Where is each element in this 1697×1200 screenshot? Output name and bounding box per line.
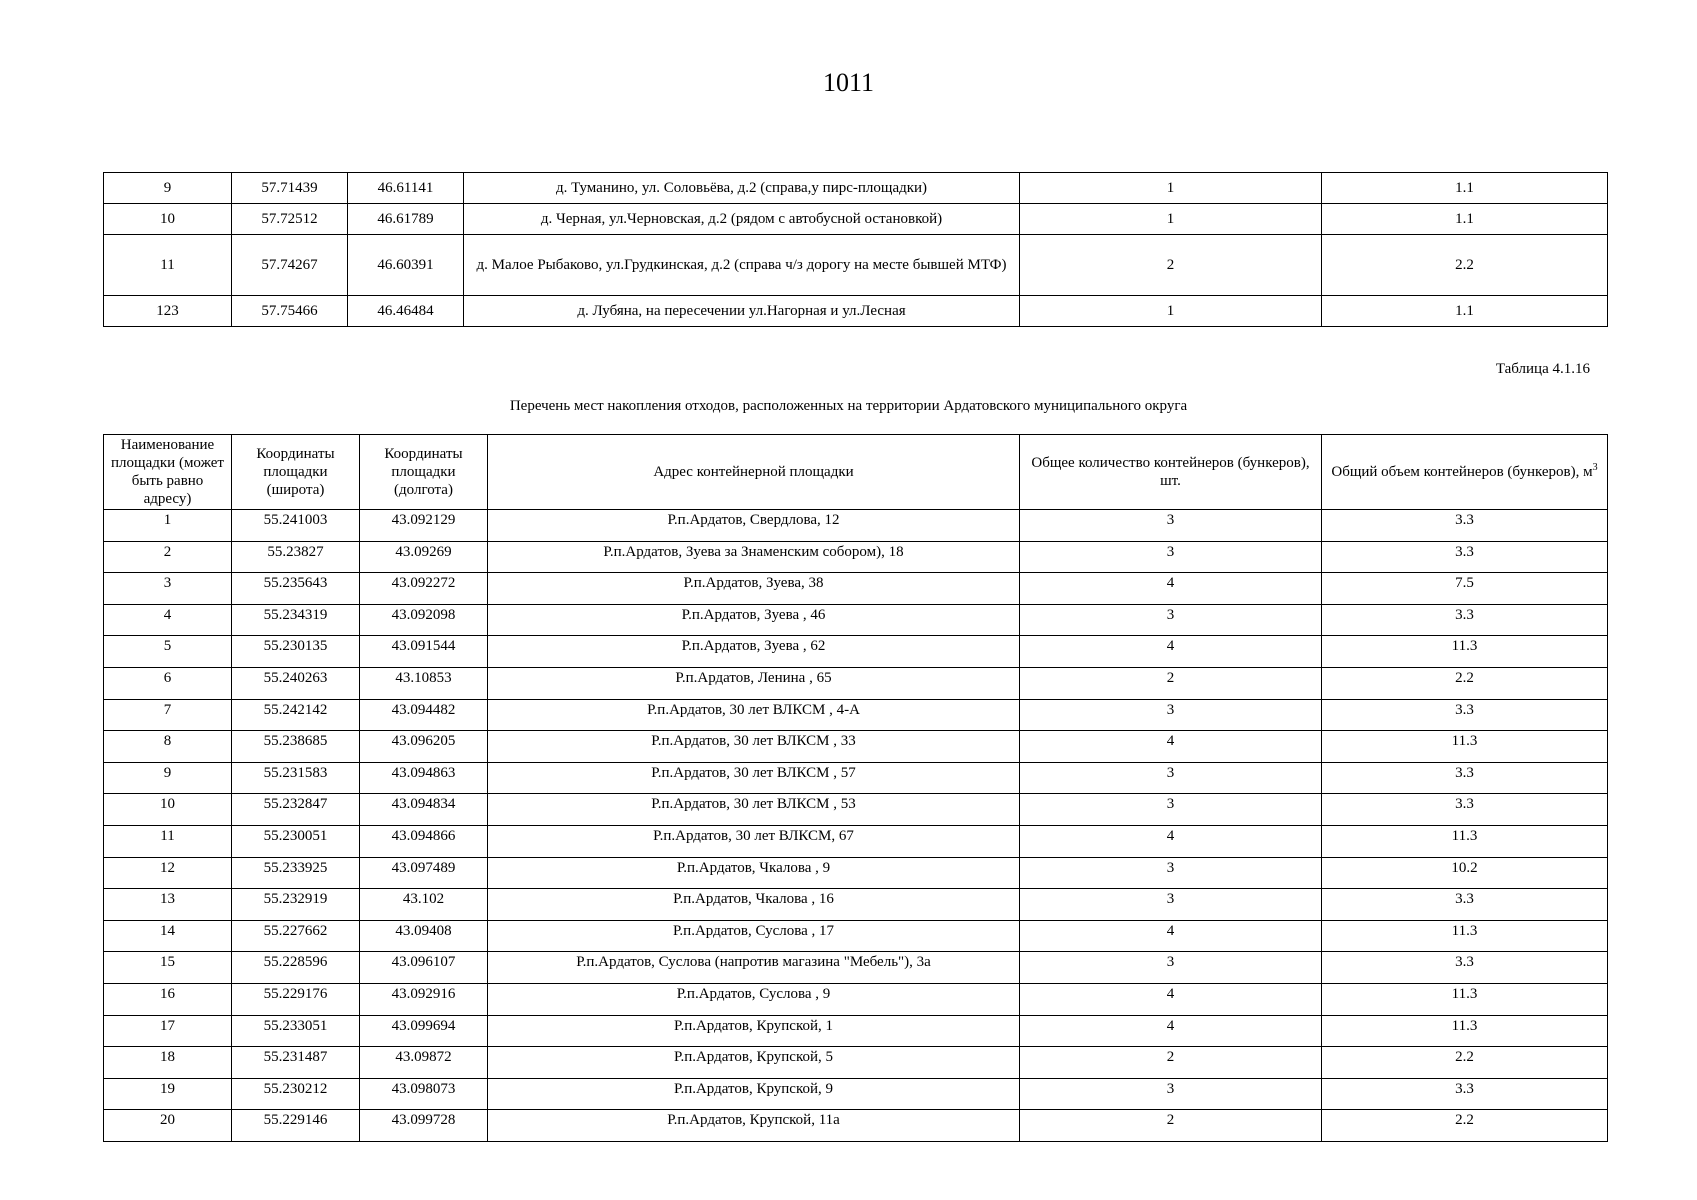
cell-container-count: 3 (1020, 857, 1322, 889)
table-row (104, 794, 1608, 826)
cell-address: Р.п.Ардатов, 30 лет ВЛКСМ, 67 (488, 825, 1020, 857)
cell-longitude: 43.098073 (360, 1078, 488, 1110)
table-row (104, 510, 1608, 542)
cell-latitude: 55.238685 (232, 731, 360, 763)
cell-container-volume: 3.3 (1322, 1078, 1608, 1110)
header-site-name: Наименование площадки (может быть равно адресу) (104, 435, 232, 510)
header-container-volume (1322, 435, 1608, 510)
cell-longitude: 43.092129 (360, 510, 488, 542)
cell-container-volume: 3.3 (1322, 762, 1608, 794)
cell-container-count: 3 (1020, 1078, 1322, 1110)
table-row (104, 731, 1608, 763)
cell-longitude: 43.094834 (360, 794, 488, 826)
table-row (104, 952, 1608, 984)
cell-latitude: 55.242142 (232, 699, 360, 731)
cell-longitude: 43.092098 (360, 604, 488, 636)
header-latitude: Координаты площадки (широта) (232, 435, 360, 510)
cell-site-number: 10 (104, 204, 232, 235)
cell-longitude: 43.099694 (360, 1015, 488, 1047)
cell-container-count: 4 (1020, 983, 1322, 1015)
cell-container-count: 4 (1020, 573, 1322, 605)
cell-latitude: 55.230135 (232, 636, 360, 668)
cell-latitude: 57.74267 (232, 235, 348, 296)
cell-address: Р.п.Ардатов, Зуева , 62 (488, 636, 1020, 668)
cell-container-volume: 2.2 (1322, 1047, 1608, 1079)
cell-container-count: 3 (1020, 510, 1322, 542)
table-row (104, 1078, 1608, 1110)
cell-container-volume: 11.3 (1322, 983, 1608, 1015)
cell-container-volume: 3.3 (1322, 794, 1608, 826)
cell-container-count: 3 (1020, 889, 1322, 921)
cell-container-count: 4 (1020, 636, 1322, 668)
table-row (104, 699, 1608, 731)
cell-container-volume: 2.2 (1322, 235, 1608, 296)
cell-container-count: 4 (1020, 731, 1322, 763)
cell-site-number: 2 (104, 541, 232, 573)
cell-site-number: 12 (104, 857, 232, 889)
cell-latitude: 55.230212 (232, 1078, 360, 1110)
page-number: 1011 (822, 68, 875, 97)
table-header-row (104, 435, 1608, 510)
cell-address: Р.п.Ардатов, Крупской, 11а (488, 1110, 1020, 1142)
table-number: Таблица 4.1.16 (1495, 361, 1590, 377)
cell-container-volume: 11.3 (1322, 825, 1608, 857)
cell-site-number: 18 (104, 1047, 232, 1079)
cell-container-volume: 3.3 (1322, 699, 1608, 731)
cell-container-count: 1 (1020, 204, 1322, 235)
cell-site-number: 13 (104, 889, 232, 921)
cell-address: Р.п.Ардатов, Зуева за Знаменским собором), 18 (488, 541, 1020, 573)
cell-latitude: 55.235643 (232, 573, 360, 605)
cell-address: д. Лубяна, на пересечении ул.Нагорная и ул.Лесная (464, 296, 1020, 327)
cell-container-count: 4 (1020, 825, 1322, 857)
cell-longitude: 43.097489 (360, 857, 488, 889)
cell-longitude: 43.094482 (360, 699, 488, 731)
cell-container-volume: 11.3 (1322, 920, 1608, 952)
cell-address: Р.п.Ардатов, Чкалова , 16 (488, 889, 1020, 921)
cell-latitude: 57.75466 (232, 296, 348, 327)
cell-site-number: 123 (104, 296, 232, 327)
cell-container-volume: 2.2 (1322, 1110, 1608, 1142)
table-row (104, 857, 1608, 889)
cell-latitude: 55.234319 (232, 604, 360, 636)
cell-latitude: 55.240263 (232, 667, 360, 699)
cell-latitude: 55.227662 (232, 920, 360, 952)
cell-address: Р.п.Ардатов, 30 лет ВЛКСМ , 4-А (488, 699, 1020, 731)
cell-site-number: 6 (104, 667, 232, 699)
cell-container-volume: 2.2 (1322, 667, 1608, 699)
table-row (104, 1047, 1608, 1079)
cell-latitude: 55.232847 (232, 794, 360, 826)
header-container-volume-text: Общий объем контейнеров (бункеров), м (1331, 464, 1593, 480)
cell-address: д. Черная, ул.Черновская, д.2 (рядом с автобусной остановкой) (464, 204, 1020, 235)
cell-container-count: 2 (1020, 1047, 1322, 1079)
cell-latitude: 55.232919 (232, 889, 360, 921)
cell-longitude: 46.61789 (348, 204, 464, 235)
table-row (104, 204, 1608, 235)
cell-container-count: 1 (1020, 173, 1322, 204)
table-row (104, 983, 1608, 1015)
table-caption: Перечень мест накопления отходов, расположенных на территории Ардатовского муниципального округа (509, 398, 1188, 414)
cell-longitude: 43.10853 (360, 667, 488, 699)
cell-container-volume: 3.3 (1322, 510, 1608, 542)
cell-container-volume: 3.3 (1322, 604, 1608, 636)
table-row (104, 573, 1608, 605)
table-row (104, 667, 1608, 699)
cell-container-volume: 1.1 (1322, 204, 1608, 235)
cell-longitude: 43.094863 (360, 762, 488, 794)
cell-latitude: 55.229176 (232, 983, 360, 1015)
cell-site-number: 7 (104, 699, 232, 731)
cell-container-volume: 3.3 (1322, 952, 1608, 984)
continued-table (103, 172, 1608, 327)
cell-container-volume: 1.1 (1322, 296, 1608, 327)
cell-latitude: 57.71439 (232, 173, 348, 204)
cell-site-number: 5 (104, 636, 232, 668)
header-volume-exponent: 3 (1592, 462, 1598, 473)
cell-container-count: 2 (1020, 1110, 1322, 1142)
cell-longitude: 43.09269 (360, 541, 488, 573)
cell-address: Р.п.Ардатов, Суслова , 17 (488, 920, 1020, 952)
cell-longitude: 43.091544 (360, 636, 488, 668)
cell-container-count: 4 (1020, 1015, 1322, 1047)
cell-site-number: 1 (104, 510, 232, 542)
cell-longitude: 46.61141 (348, 173, 464, 204)
cell-address: Р.п.Ардатов, 30 лет ВЛКСМ , 57 (488, 762, 1020, 794)
cell-container-volume: 3.3 (1322, 889, 1608, 921)
cell-site-number: 11 (104, 825, 232, 857)
cell-address: д. Туманино, ул. Соловьёва, д.2 (справа,у пирс-площадки) (464, 173, 1020, 204)
cell-site-number: 15 (104, 952, 232, 984)
table-row (104, 825, 1608, 857)
cell-address: Р.п.Ардатов, Зуева , 46 (488, 604, 1020, 636)
cell-site-number: 11 (104, 235, 232, 296)
cell-container-count: 3 (1020, 604, 1322, 636)
cell-site-number: 3 (104, 573, 232, 605)
cell-container-count: 3 (1020, 762, 1322, 794)
cell-site-number: 14 (104, 920, 232, 952)
cell-address: Р.п.Ардатов, 30 лет ВЛКСМ , 33 (488, 731, 1020, 763)
cell-address: Р.п.Ардатов, Свердлова, 12 (488, 510, 1020, 542)
cell-address: Р.п.Ардатов, Крупской, 5 (488, 1047, 1020, 1079)
cell-container-count: 3 (1020, 699, 1322, 731)
cell-container-volume: 11.3 (1322, 636, 1608, 668)
table-row (104, 889, 1608, 921)
cell-container-count: 2 (1020, 667, 1322, 699)
cell-latitude: 57.72512 (232, 204, 348, 235)
cell-latitude: 55.230051 (232, 825, 360, 857)
cell-latitude: 55.241003 (232, 510, 360, 542)
cell-address: Р.п.Ардатов, Суслова , 9 (488, 983, 1020, 1015)
cell-longitude: 46.60391 (348, 235, 464, 296)
cell-site-number: 4 (104, 604, 232, 636)
table-row (104, 636, 1608, 668)
cell-container-volume: 3.3 (1322, 541, 1608, 573)
header-address: Адрес контейнерной площадки (488, 435, 1020, 510)
cell-site-number: 8 (104, 731, 232, 763)
waste-sites-table (103, 434, 1608, 1142)
cell-latitude: 55.23827 (232, 541, 360, 573)
cell-latitude: 55.231487 (232, 1047, 360, 1079)
cell-site-number: 17 (104, 1015, 232, 1047)
cell-address: д. Малое Рыбаково, ул.Грудкинская, д.2 (справа ч/з дорогу на месте бывшей МТФ) (464, 235, 1020, 296)
cell-address: Р.п.Ардатов, Суслова (напротив магазина "Мебель"), 3а (488, 952, 1020, 984)
cell-container-volume: 10.2 (1322, 857, 1608, 889)
cell-container-volume: 7.5 (1322, 573, 1608, 605)
cell-longitude: 46.46484 (348, 296, 464, 327)
cell-container-volume: 11.3 (1322, 1015, 1608, 1047)
cell-container-count: 4 (1020, 920, 1322, 952)
cell-latitude: 55.229146 (232, 1110, 360, 1142)
cell-site-number: 10 (104, 794, 232, 826)
cell-container-count: 3 (1020, 541, 1322, 573)
cell-site-number: 19 (104, 1078, 232, 1110)
cell-longitude: 43.099728 (360, 1110, 488, 1142)
cell-site-number: 9 (104, 762, 232, 794)
table-row (104, 920, 1608, 952)
cell-address: Р.п.Ардатов, Чкалова , 9 (488, 857, 1020, 889)
table-row (104, 1015, 1608, 1047)
cell-site-number: 20 (104, 1110, 232, 1142)
table-row (104, 296, 1608, 327)
table-row (104, 604, 1608, 636)
cell-site-number: 16 (104, 983, 232, 1015)
header-container-count: Общее количество контейнеров (бункеров), шт. (1020, 435, 1322, 510)
cell-address: Р.п.Ардатов, Зуева, 38 (488, 573, 1020, 605)
cell-latitude: 55.231583 (232, 762, 360, 794)
cell-latitude: 55.233051 (232, 1015, 360, 1047)
header-longitude: Координаты площадки (долгота) (360, 435, 488, 510)
cell-container-volume: 11.3 (1322, 731, 1608, 763)
cell-address: Р.п.Ардатов, 30 лет ВЛКСМ , 53 (488, 794, 1020, 826)
table-row (104, 173, 1608, 204)
cell-container-volume: 1.1 (1322, 173, 1608, 204)
cell-longitude: 43.096205 (360, 731, 488, 763)
cell-container-count: 2 (1020, 235, 1322, 296)
cell-longitude: 43.09408 (360, 920, 488, 952)
cell-site-number: 9 (104, 173, 232, 204)
cell-container-count: 3 (1020, 952, 1322, 984)
cell-longitude: 43.09872 (360, 1047, 488, 1079)
cell-latitude: 55.233925 (232, 857, 360, 889)
table-row (104, 1110, 1608, 1142)
cell-longitude: 43.094866 (360, 825, 488, 857)
table-row (104, 762, 1608, 794)
cell-longitude: 43.096107 (360, 952, 488, 984)
cell-address: Р.п.Ардатов, Ленина , 65 (488, 667, 1020, 699)
cell-longitude: 43.102 (360, 889, 488, 921)
cell-container-count: 3 (1020, 794, 1322, 826)
cell-latitude: 55.228596 (232, 952, 360, 984)
cell-longitude: 43.092272 (360, 573, 488, 605)
cell-longitude: 43.092916 (360, 983, 488, 1015)
cell-address: Р.п.Ардатов, Крупской, 9 (488, 1078, 1020, 1110)
table-row (104, 235, 1608, 296)
cell-address: Р.п.Ардатов, Крупской, 1 (488, 1015, 1020, 1047)
cell-container-count: 1 (1020, 296, 1322, 327)
table-row (104, 541, 1608, 573)
